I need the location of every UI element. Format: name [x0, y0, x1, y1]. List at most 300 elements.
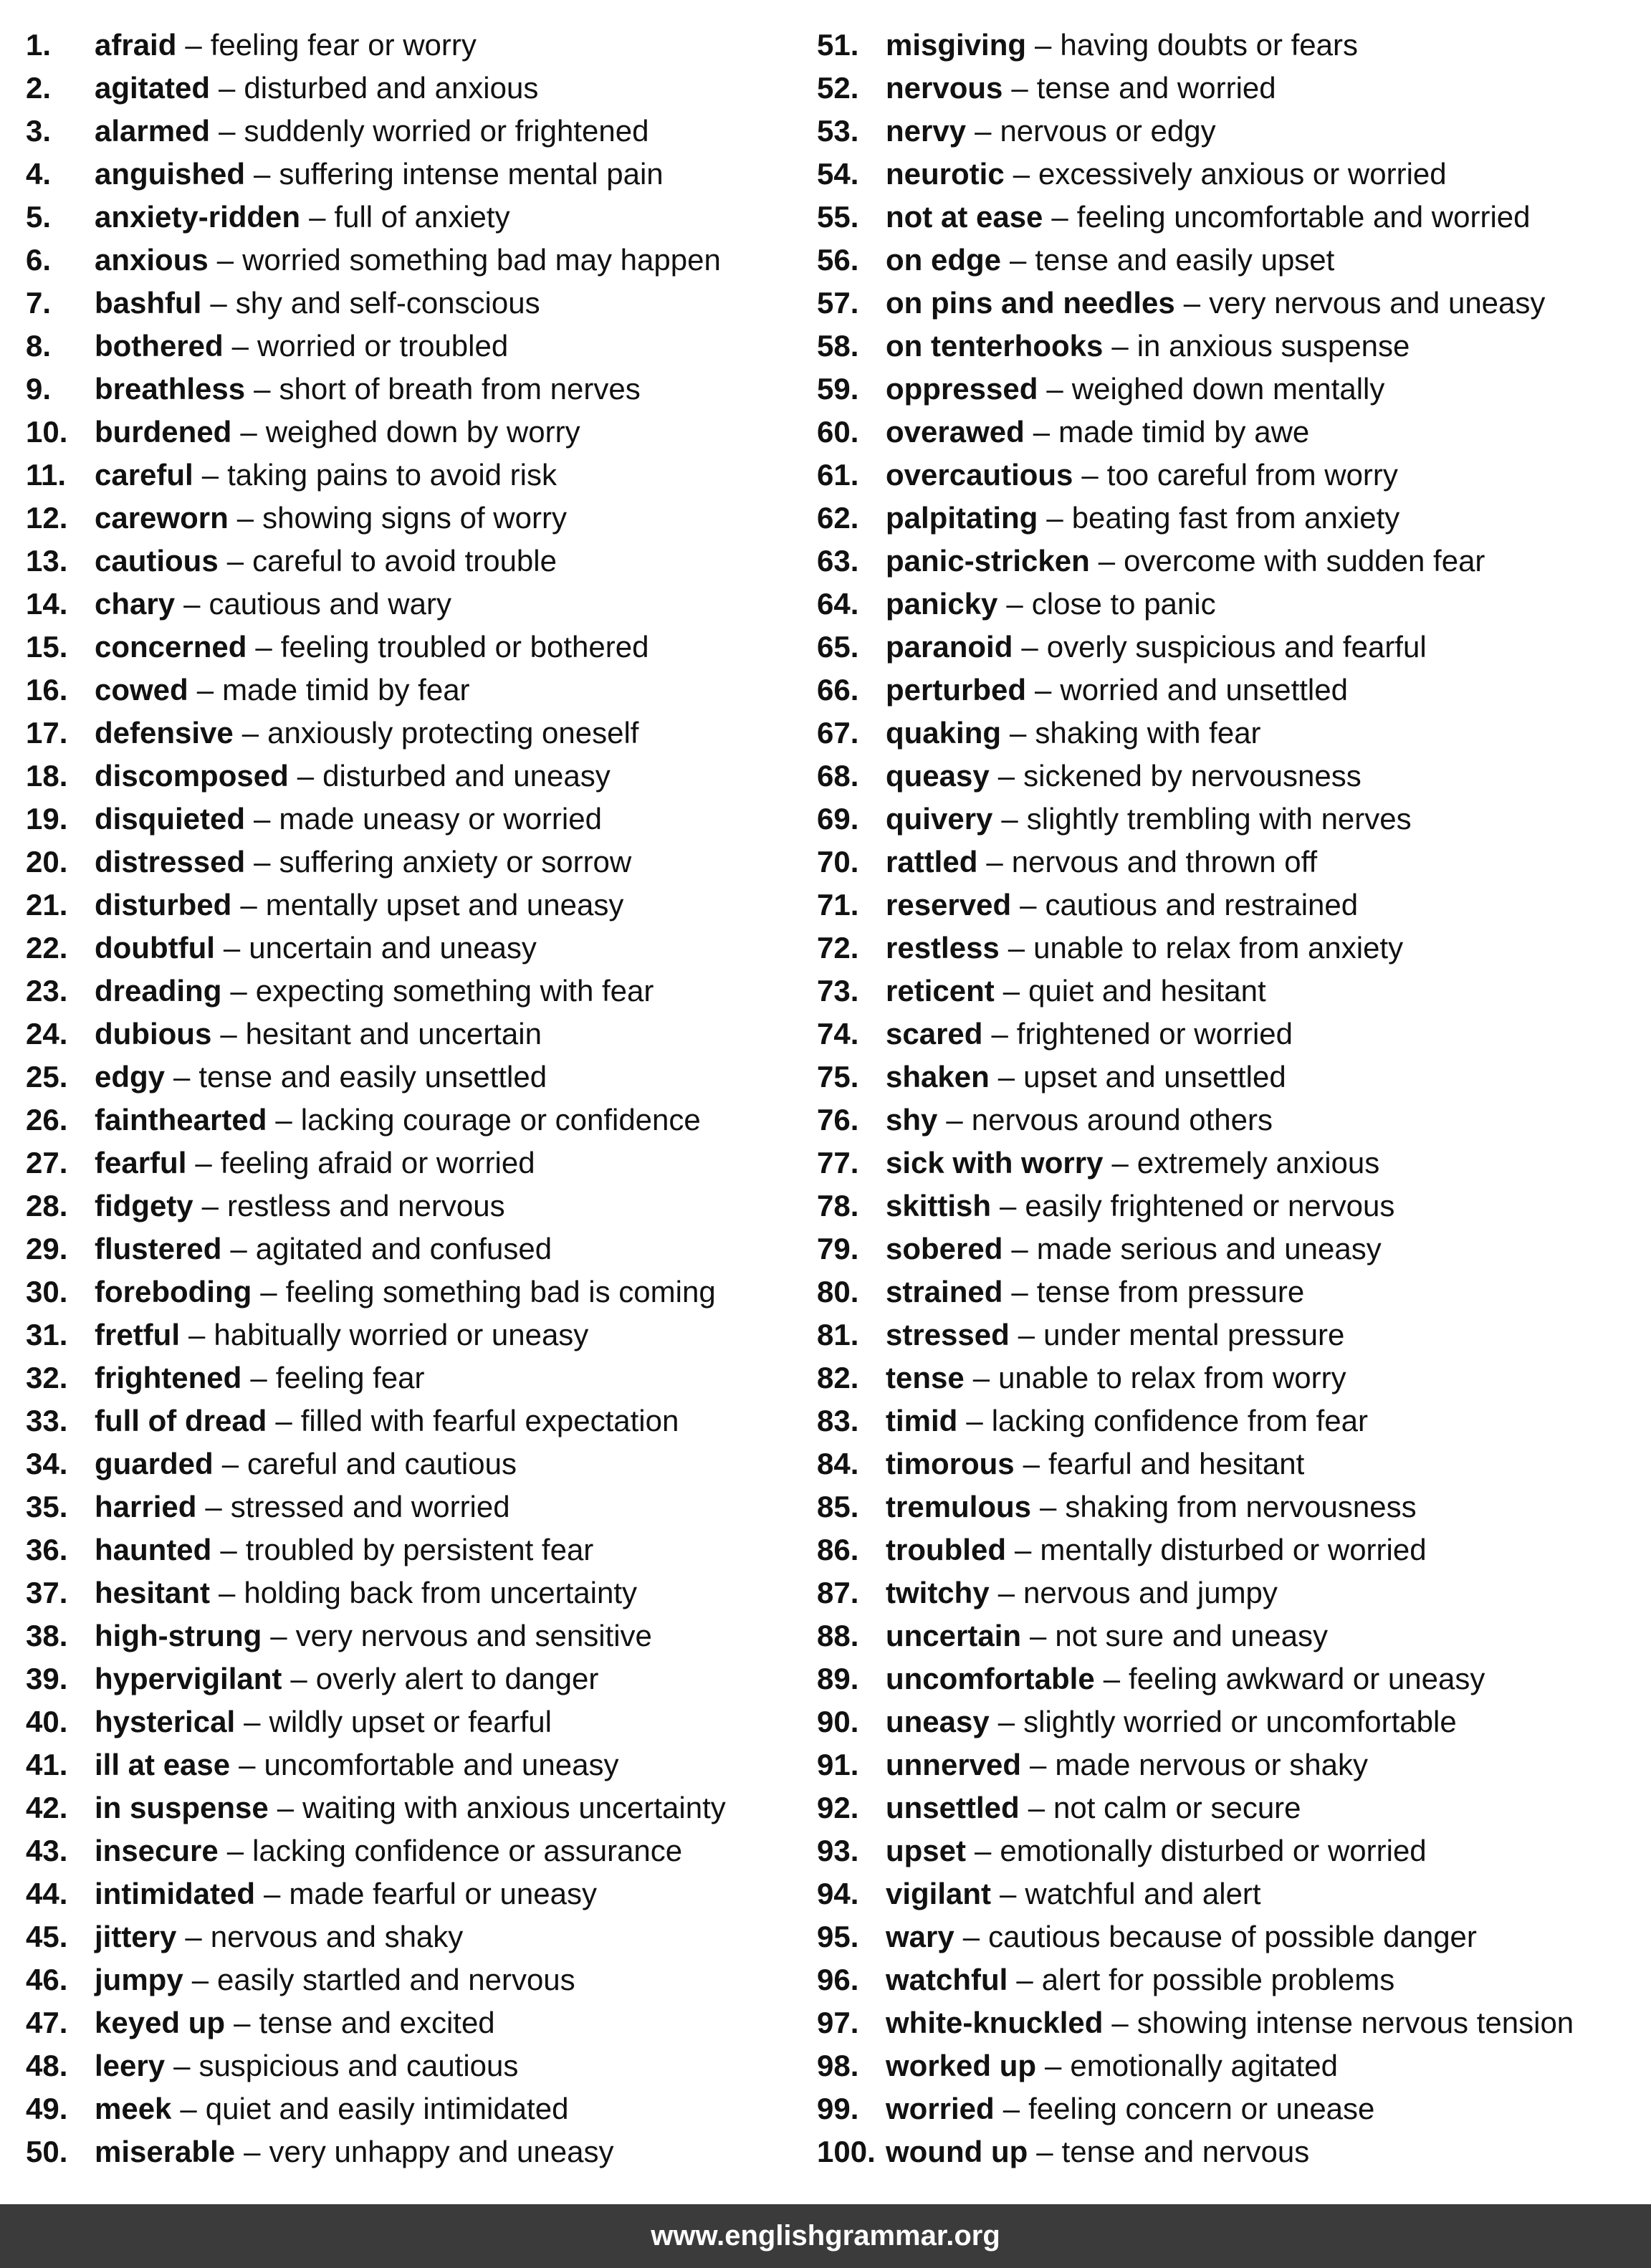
item-number: 60. — [817, 415, 859, 449]
list-item — [26, 1099, 807, 1142]
item-number: 29. — [26, 1232, 68, 1265]
item-separator: – — [201, 1189, 219, 1222]
list-item — [26, 2087, 807, 2130]
item-definition: feeling fear or worry — [210, 28, 477, 62]
item-definition: emotionally agitated — [1070, 2049, 1338, 2082]
item-word: worked up — [886, 2049, 1037, 2082]
list-item — [26, 798, 807, 841]
item-separator: – — [1002, 974, 1020, 1008]
item-word: not at ease — [886, 200, 1043, 234]
item-number: 27. — [26, 1146, 68, 1180]
item-separator: – — [986, 845, 1003, 879]
item-separator: – — [226, 1834, 244, 1867]
item-definition: careful to avoid trouble — [252, 544, 557, 578]
item-number: 11. — [26, 458, 67, 492]
item-word: tense — [886, 1361, 965, 1394]
item-word: fainthearted — [95, 1103, 267, 1137]
item-definition: overly alert to danger — [315, 1662, 599, 1695]
item-word: edgy — [95, 1060, 166, 1094]
item-separator: – — [1013, 157, 1030, 191]
list-item — [26, 368, 807, 411]
item-word: dubious — [95, 1017, 212, 1051]
item-number: 73. — [817, 974, 859, 1008]
item-definition: feeling fear — [275, 1361, 425, 1394]
item-word: quivery — [886, 802, 993, 836]
list-item — [817, 2044, 1641, 2087]
item-word: on pins and needles — [886, 286, 1175, 320]
item-number: 86. — [817, 1533, 859, 1566]
item-separator: – — [1000, 1189, 1017, 1222]
item-separator: – — [1183, 286, 1201, 320]
item-number: 65. — [817, 630, 859, 664]
item-number: 64. — [817, 587, 859, 621]
item-definition: cautious and restrained — [1045, 888, 1359, 922]
item-separator: – — [254, 802, 271, 836]
item-word: overawed — [886, 415, 1025, 449]
item-word: troubled — [886, 1533, 1006, 1566]
list-item — [817, 325, 1641, 368]
item-number: 75. — [817, 1060, 859, 1094]
item-number: 1. — [26, 28, 52, 62]
item-number: 8. — [26, 329, 52, 363]
list-item — [26, 755, 807, 798]
list-item — [26, 2001, 807, 2044]
list-item — [26, 282, 807, 325]
item-separator: – — [1010, 243, 1027, 277]
item-word: chary — [95, 587, 176, 621]
list-item — [26, 196, 807, 239]
item-separator: – — [975, 114, 992, 148]
list-item — [26, 1528, 807, 1571]
item-separator: – — [180, 2092, 197, 2125]
list-item — [26, 1013, 807, 1056]
item-number: 40. — [26, 1705, 68, 1738]
list-item — [817, 1013, 1641, 1056]
item-number: 45. — [26, 1920, 68, 1953]
item-number: 43. — [26, 1834, 68, 1867]
item-number: 56. — [817, 243, 859, 277]
list-item — [817, 1099, 1641, 1142]
item-word: watchful — [886, 1963, 1008, 1996]
item-separator: – — [250, 1361, 267, 1394]
item-number: 71. — [817, 888, 859, 922]
item-separator: – — [1098, 544, 1116, 578]
item-word: oppressed — [886, 372, 1038, 406]
item-definition: suffering intense mental pain — [279, 157, 664, 191]
list-item — [26, 1915, 807, 1958]
item-number: 69. — [817, 802, 859, 836]
list-item — [817, 798, 1641, 841]
item-word: careworn — [95, 501, 229, 535]
item-definition: mentally disturbed or worried — [1040, 1533, 1427, 1566]
item-separator: – — [220, 1017, 237, 1051]
list-item — [817, 927, 1641, 970]
item-number: 23. — [26, 974, 68, 1008]
list-item — [26, 1357, 807, 1399]
item-number: 46. — [26, 1963, 68, 1996]
item-separator: – — [1030, 1748, 1047, 1781]
item-separator: – — [1020, 888, 1037, 922]
list-item — [817, 1958, 1641, 2001]
list-item — [817, 1700, 1641, 1743]
item-number: 92. — [817, 1791, 859, 1824]
item-word: sick with worry — [886, 1146, 1104, 1180]
list-item — [817, 1485, 1641, 1528]
list-item — [817, 1228, 1641, 1271]
item-word: jittery — [95, 1920, 177, 1953]
item-number: 94. — [817, 1877, 859, 1910]
item-definition: nervous and jumpy — [1023, 1576, 1278, 1609]
item-number: 15. — [26, 630, 68, 664]
item-word: timid — [886, 1404, 958, 1437]
item-number: 95. — [817, 1920, 859, 1953]
item-word: uneasy — [886, 1705, 990, 1738]
item-separator: – — [1045, 2049, 1062, 2082]
item-number: 10. — [26, 415, 68, 449]
list-item — [817, 1185, 1641, 1228]
item-definition: upset and unsettled — [1023, 1060, 1286, 1094]
item-number: 47. — [26, 2006, 68, 2039]
item-word: rattled — [886, 845, 978, 879]
item-word: jumpy — [95, 1963, 183, 1996]
item-word: distressed — [95, 845, 246, 879]
item-separator: – — [241, 716, 259, 750]
item-definition: suddenly worried or frightened — [244, 114, 649, 148]
item-word: panic-stricken — [886, 544, 1090, 578]
item-number: 54. — [817, 157, 859, 191]
item-definition: shaking with fear — [1035, 716, 1261, 750]
item-separator: – — [1008, 931, 1025, 965]
item-definition: cautious because of possible danger — [988, 1920, 1477, 1953]
item-definition: hesitant and uncertain — [245, 1017, 542, 1051]
item-definition: slightly trembling with nerves — [1026, 802, 1412, 836]
list-item — [26, 239, 807, 282]
item-separator: – — [277, 1791, 295, 1824]
list-item — [26, 1228, 807, 1271]
item-separator: – — [1011, 1275, 1028, 1308]
item-word: cowed — [95, 673, 188, 707]
item-definition: shaking from nervousness — [1065, 1490, 1417, 1523]
item-separator: – — [244, 1705, 261, 1738]
item-definition: taking pains to avoid risk — [227, 458, 557, 492]
item-definition: expecting something with fear — [255, 974, 654, 1008]
item-number: 22. — [26, 931, 68, 965]
item-separator: – — [1002, 2092, 1020, 2125]
item-definition: restless and nervous — [227, 1189, 505, 1222]
item-separator: – — [223, 931, 241, 965]
item-separator: – — [1040, 1490, 1057, 1523]
item-separator: – — [997, 1060, 1015, 1094]
item-separator: – — [191, 1963, 209, 1996]
item-number: 97. — [817, 2006, 859, 2039]
item-number: 84. — [817, 1447, 859, 1480]
list-item — [26, 540, 807, 583]
item-definition: made timid by awe — [1058, 415, 1310, 449]
list-item — [817, 2001, 1641, 2044]
item-definition: feeling awkward or uneasy — [1129, 1662, 1485, 1695]
item-word: uncomfortable — [886, 1662, 1095, 1695]
list-item — [26, 1700, 807, 1743]
item-number: 4. — [26, 157, 52, 191]
list-item — [817, 540, 1641, 583]
item-word: disturbed — [95, 888, 232, 922]
item-number: 49. — [26, 2092, 68, 2125]
list-item — [26, 1571, 807, 1614]
item-definition: uncertain and uneasy — [249, 931, 537, 965]
item-separator: – — [185, 28, 202, 62]
item-separator: – — [220, 1533, 237, 1566]
item-separator: – — [997, 1576, 1015, 1609]
item-definition: full of anxiety — [334, 200, 510, 234]
item-word: hesitant — [95, 1576, 211, 1609]
list-item — [26, 1485, 807, 1528]
item-separator: – — [997, 759, 1015, 793]
item-separator: – — [260, 1275, 277, 1308]
item-definition: quiet and easily intimidated — [205, 2092, 569, 2125]
list-item — [26, 1056, 807, 1099]
list-item — [26, 110, 807, 153]
list-item — [26, 24, 807, 67]
list-item — [26, 626, 807, 669]
item-number: 12. — [26, 501, 68, 535]
item-word: dreading — [95, 974, 222, 1008]
list-item — [817, 1528, 1641, 1571]
item-definition: fearful and hesitant — [1048, 1447, 1305, 1480]
item-word: hypervigilant — [95, 1662, 282, 1695]
item-definition: agitated and confused — [255, 1232, 552, 1265]
item-word: disquieted — [95, 802, 246, 836]
list-item — [817, 196, 1641, 239]
item-definition: watchful and alert — [1025, 1877, 1261, 1910]
item-number: 59. — [817, 372, 859, 406]
item-separator: – — [1014, 1533, 1032, 1566]
list-item — [26, 1314, 807, 1357]
item-number: 21. — [26, 888, 68, 922]
list-item — [817, 1271, 1641, 1314]
item-word: meek — [95, 2092, 172, 2125]
item-word: concerned — [95, 630, 247, 664]
item-definition: tense and excited — [259, 2006, 495, 2039]
item-separator: – — [1021, 630, 1038, 664]
item-number: 51. — [817, 28, 859, 62]
item-separator: – — [1016, 1963, 1033, 1996]
list-item — [817, 1915, 1641, 1958]
item-separator: – — [966, 1404, 983, 1437]
list-item — [26, 884, 807, 927]
item-number: 39. — [26, 1662, 68, 1695]
item-word: burdened — [95, 415, 232, 449]
item-separator: – — [219, 114, 236, 148]
list-item — [817, 1142, 1641, 1185]
item-definition: stressed and worried — [230, 1490, 510, 1523]
item-number: 66. — [817, 673, 859, 707]
item-word: unnerved — [886, 1748, 1022, 1781]
item-number: 85. — [817, 1490, 859, 1523]
item-number: 36. — [26, 1533, 68, 1566]
item-number: 80. — [817, 1275, 859, 1308]
list-item — [817, 239, 1641, 282]
item-definition: worried or troubled — [257, 329, 509, 363]
list-item — [26, 927, 807, 970]
item-definition: wildly upset or fearful — [269, 1705, 552, 1738]
item-number: 55. — [817, 200, 859, 234]
item-definition: easily startled and nervous — [217, 1963, 575, 1996]
item-number: 58. — [817, 329, 859, 363]
item-definition: disturbed and uneasy — [322, 759, 611, 793]
item-number: 82. — [817, 1361, 859, 1394]
item-number: 28. — [26, 1189, 68, 1222]
footer-website-link[interactable]: www.englishgrammar.org — [651, 2220, 1000, 2252]
item-separator: – — [309, 200, 326, 234]
item-separator: – — [255, 630, 272, 664]
item-word: wary — [886, 1920, 954, 1953]
item-definition: tense from pressure — [1036, 1275, 1305, 1308]
item-definition: filled with fearful expectation — [300, 1404, 679, 1437]
item-separator: – — [1018, 1318, 1035, 1351]
list-item — [26, 411, 807, 454]
item-number: 68. — [817, 759, 859, 793]
word-list-column-right — [817, 24, 1641, 2173]
item-word: unsettled — [886, 1791, 1020, 1824]
list-item — [817, 970, 1641, 1013]
item-word: doubtful — [95, 931, 215, 965]
item-number: 57. — [817, 286, 859, 320]
item-separator: – — [244, 2135, 261, 2168]
item-definition: nervous and shaky — [210, 1920, 464, 1953]
item-separator: – — [216, 243, 234, 277]
item-word: uncertain — [886, 1619, 1022, 1652]
item-word: intimidated — [95, 1877, 256, 1910]
item-definition: too careful from worry — [1106, 458, 1398, 492]
item-definition: emotionally disturbed or worried — [1000, 1834, 1427, 1867]
item-number: 74. — [817, 1017, 859, 1051]
item-definition: tense and easily unsettled — [198, 1060, 547, 1094]
item-word: sobered — [886, 1232, 1003, 1265]
item-word: misgiving — [886, 28, 1027, 62]
list-item — [817, 1743, 1641, 1786]
item-number: 87. — [817, 1576, 859, 1609]
list-item — [26, 325, 807, 368]
item-separator: – — [254, 845, 271, 879]
item-number: 38. — [26, 1619, 68, 1652]
item-definition: unable to relax from worry — [998, 1361, 1346, 1394]
list-item — [817, 626, 1641, 669]
item-definition: habitually worried or uneasy — [214, 1318, 589, 1351]
item-word: fidgety — [95, 1189, 193, 1222]
list-item — [817, 153, 1641, 196]
list-item — [817, 1786, 1641, 1829]
item-word: reticent — [886, 974, 995, 1008]
item-word: haunted — [95, 1533, 212, 1566]
item-separator: – — [254, 157, 271, 191]
list-item — [817, 1056, 1641, 1099]
item-separator: – — [1051, 200, 1068, 234]
list-item — [817, 583, 1641, 626]
list-item — [817, 1399, 1641, 1442]
item-word: afraid — [95, 28, 177, 62]
list-item — [26, 1786, 807, 1829]
list-item — [817, 1442, 1641, 1485]
item-word: shy — [886, 1103, 938, 1137]
item-number: 5. — [26, 200, 52, 234]
item-definition: weighed down by worry — [265, 415, 580, 449]
word-list-column-left — [26, 24, 807, 2173]
item-definition: careful and cautious — [247, 1447, 517, 1480]
item-separator: – — [230, 974, 247, 1008]
item-number: 93. — [817, 1834, 859, 1867]
item-definition: frightened or worried — [1016, 1017, 1293, 1051]
item-number: 37. — [26, 1576, 68, 1609]
item-word: neurotic — [886, 157, 1005, 191]
list-item — [817, 110, 1641, 153]
list-item — [817, 1571, 1641, 1614]
list-item — [26, 1399, 807, 1442]
item-definition: excessively anxious or worried — [1038, 157, 1447, 191]
item-word: high-strung — [95, 1619, 262, 1652]
item-word: palpitating — [886, 501, 1038, 535]
item-number: 17. — [26, 716, 68, 750]
item-word: fearful — [95, 1146, 187, 1180]
item-separator: – — [1111, 2006, 1129, 2039]
item-separator: – — [1111, 1146, 1129, 1180]
item-definition: lacking courage or confidence — [300, 1103, 701, 1137]
item-word: quaking — [886, 716, 1002, 750]
item-separator: – — [231, 329, 249, 363]
item-number: 26. — [26, 1103, 68, 1137]
item-definition: beating fast from anxiety — [1071, 501, 1400, 535]
item-number: 91. — [817, 1748, 859, 1781]
item-number: 7. — [26, 286, 52, 320]
item-definition: made serious and uneasy — [1036, 1232, 1382, 1265]
item-number: 99. — [817, 2092, 859, 2125]
item-word: panicky — [886, 587, 998, 621]
item-number: 81. — [817, 1318, 859, 1351]
item-definition: weighed down mentally — [1071, 372, 1385, 406]
list-item — [26, 1958, 807, 2001]
list-item — [817, 1357, 1641, 1399]
item-definition: showing intense nervous tension — [1136, 2006, 1574, 2039]
item-number: 34. — [26, 1447, 68, 1480]
item-definition: suspicious and cautious — [198, 2049, 519, 2082]
list-item — [26, 1442, 807, 1485]
item-separator: – — [1081, 458, 1099, 492]
item-word: strained — [886, 1275, 1003, 1308]
item-separator: – — [230, 1232, 247, 1265]
item-number: 9. — [26, 372, 52, 406]
list-item — [26, 1614, 807, 1657]
list-item — [817, 368, 1641, 411]
list-item — [26, 1142, 807, 1185]
item-definition: anxiously protecting oneself — [267, 716, 639, 750]
item-separator: – — [1030, 1619, 1047, 1652]
list-item — [817, 755, 1641, 798]
item-number: 67. — [817, 716, 859, 750]
item-number: 35. — [26, 1490, 68, 1523]
item-definition: cautious and wary — [209, 587, 451, 621]
item-definition: extremely anxious — [1136, 1146, 1380, 1180]
item-definition: uncomfortable and uneasy — [264, 1748, 619, 1781]
list-item — [817, 669, 1641, 712]
item-separator: – — [219, 1576, 236, 1609]
item-word: twitchy — [886, 1576, 990, 1609]
item-number: 18. — [26, 759, 68, 793]
item-separator: – — [236, 501, 254, 535]
item-definition: holding back from uncertainty — [244, 1576, 638, 1609]
list-item — [26, 712, 807, 755]
item-separator: – — [975, 1834, 992, 1867]
item-definition: mentally upset and uneasy — [265, 888, 624, 922]
item-number: 72. — [817, 931, 859, 965]
